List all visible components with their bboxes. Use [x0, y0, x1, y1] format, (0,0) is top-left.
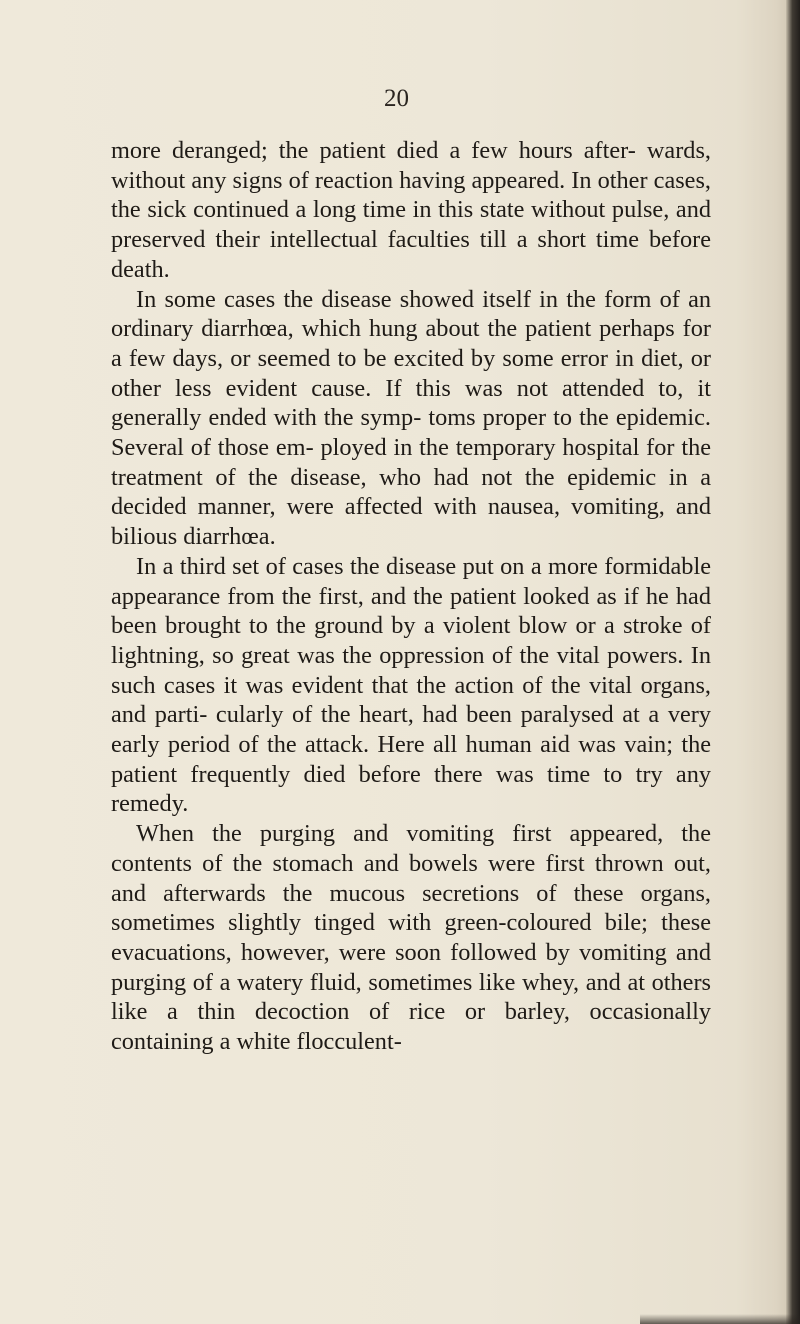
body-text [111, 136, 711, 1057]
page-bottom-shadow [640, 1314, 800, 1324]
paragraph: When the purging and vomiting first appeared, the contents of the stomach and bowels were first thrown out, and afterwards the mucous secretions of these organs, sometimes slightly tinged with green-coloured bile; these evacuations, however, were soon followed by vomiting and purging of a watery fluid, sometimes like whey, and at others like a thin decoction of rice or barley, occasionally containing a white flocculent- [111, 820, 711, 1056]
paragraph: In some cases the disease showed itself in the form of an ordinary diarrhœa, which hung about the patient perhaps for a few days, or seemed to be excited by some error in diet, or other less evident cause. If this was not attended to, it generally ended with the symp- toms proper to the epidemic. Several of those em- ployed in the temporary hospital for the treatment of the disease, who had not the epidemic in a decided manner, were affected with nausea, vomiting, and bilious diarrhœa. [111, 285, 711, 551]
page-binding-edge [786, 0, 800, 1324]
paragraph: In a third set of cases the disease put on a more formidable appearance from the first, and the patient looked as if he had been brought to the ground by a violent blow or a stroke of lightning, so great was the oppression of the vital powers. In such cases it was evident that the action of the vital organs, and parti- cularly of the heart, had been paralysed at a very early period of the attack. Here all human aid was vain; the patient frequently died before there was time to try any remedy. [111, 552, 711, 818]
paragraph: more deranged; the patient died a few hours after- wards, without any signs of reaction having appeared. In other cases, the sick continued a long time in this state without pulse, and preserved their intellectual faculties till a short time before death. [111, 137, 711, 283]
page-number: 20 [384, 85, 409, 112]
